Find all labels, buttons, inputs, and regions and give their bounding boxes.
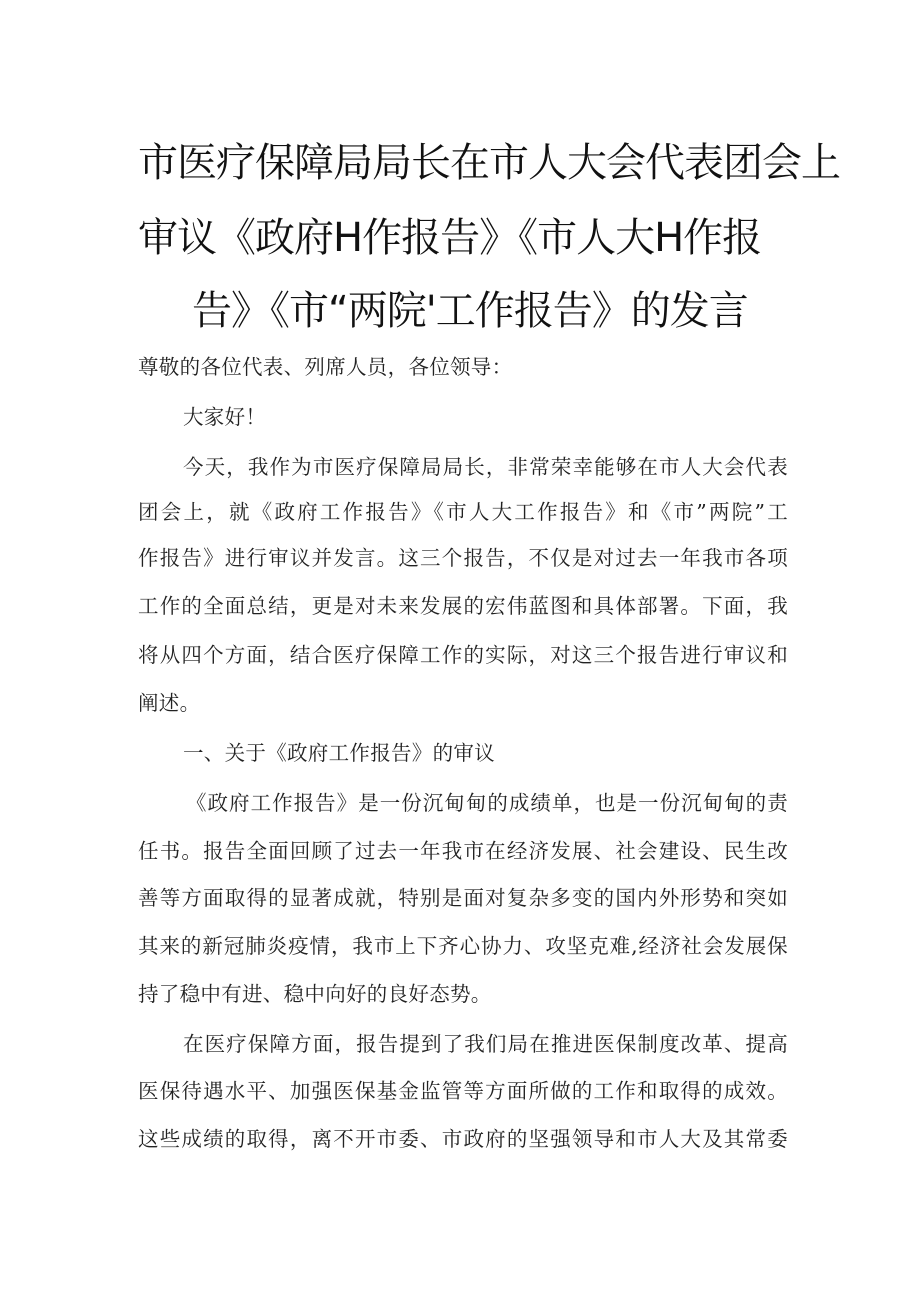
salutation: 尊敬的各位代表、列席人员，各位领导： (138, 355, 513, 379)
intro-line-5: 将从四个方面，结合医疗保障工作的实际，对这三个报告进行审议和 (138, 643, 788, 667)
intro-line-1: 今天，我作为市医疗保障局局长，非常荣幸能够在市人大会代表 (183, 455, 788, 479)
section-1-para-1-line-1: 《政府工作报告》是一份沉甸甸的成绩单，也是一份沉甸甸的责 (186, 791, 788, 815)
section-1-para-2-line-3: 这些成绩的取得，离不开市委、市政府的坚强领导和市人大及其常委 (138, 1127, 788, 1151)
section-1-para-1-line-5: 持了稳中有进、稳中向好的良好态势。 (138, 982, 492, 1006)
document-title-line-3: 告》《市“两院'工作报告》的发言 (192, 288, 748, 334)
intro-line-2: 团会上，就《政府工作报告》《市人大工作报告》和《市”两院”工 (138, 500, 788, 524)
document-title-line-1: 市医疗保障局局长在市人大会代表团会上 (138, 140, 840, 186)
section-1-para-2-line-2: 医保待遇水平、加强医保基金监管等方面所做的工作和取得的成效。 (138, 1079, 788, 1103)
greeting: 大家好！ (183, 405, 267, 429)
section-1-para-1-line-3: 善等方面取得的显著成就，特别是面对复杂多变的国内外形势和突如 (138, 886, 788, 910)
section-1-para-1-line-2: 任书。报告全面回顾了过去一年我市在经济发展、社会建设、民生改 (138, 839, 788, 863)
intro-line-4: 工作的全面总结，更是对未来发展的宏伟蓝图和具体部署。下面，我 (138, 594, 788, 618)
section-1-heading: 一、关于《政府工作报告》的审议 (183, 741, 495, 765)
intro-line-3: 作报告》进行审议并发言。这三个报告，不仅是对过去一年我市各项 (138, 546, 788, 570)
document-title-line-2: 审议《政府H作报告》《市人大H作报 (138, 215, 762, 261)
section-1-para-1-line-4: 其来的新冠肺炎疫情，我市上下齐心协力、攻坚克难,经济社会发展保 (138, 934, 788, 958)
intro-line-6: 阐述。 (138, 691, 201, 715)
section-1-para-2-line-1: 在医疗保障方面，报告提到了我们局在推进医保制度改革、提高 (183, 1032, 788, 1056)
